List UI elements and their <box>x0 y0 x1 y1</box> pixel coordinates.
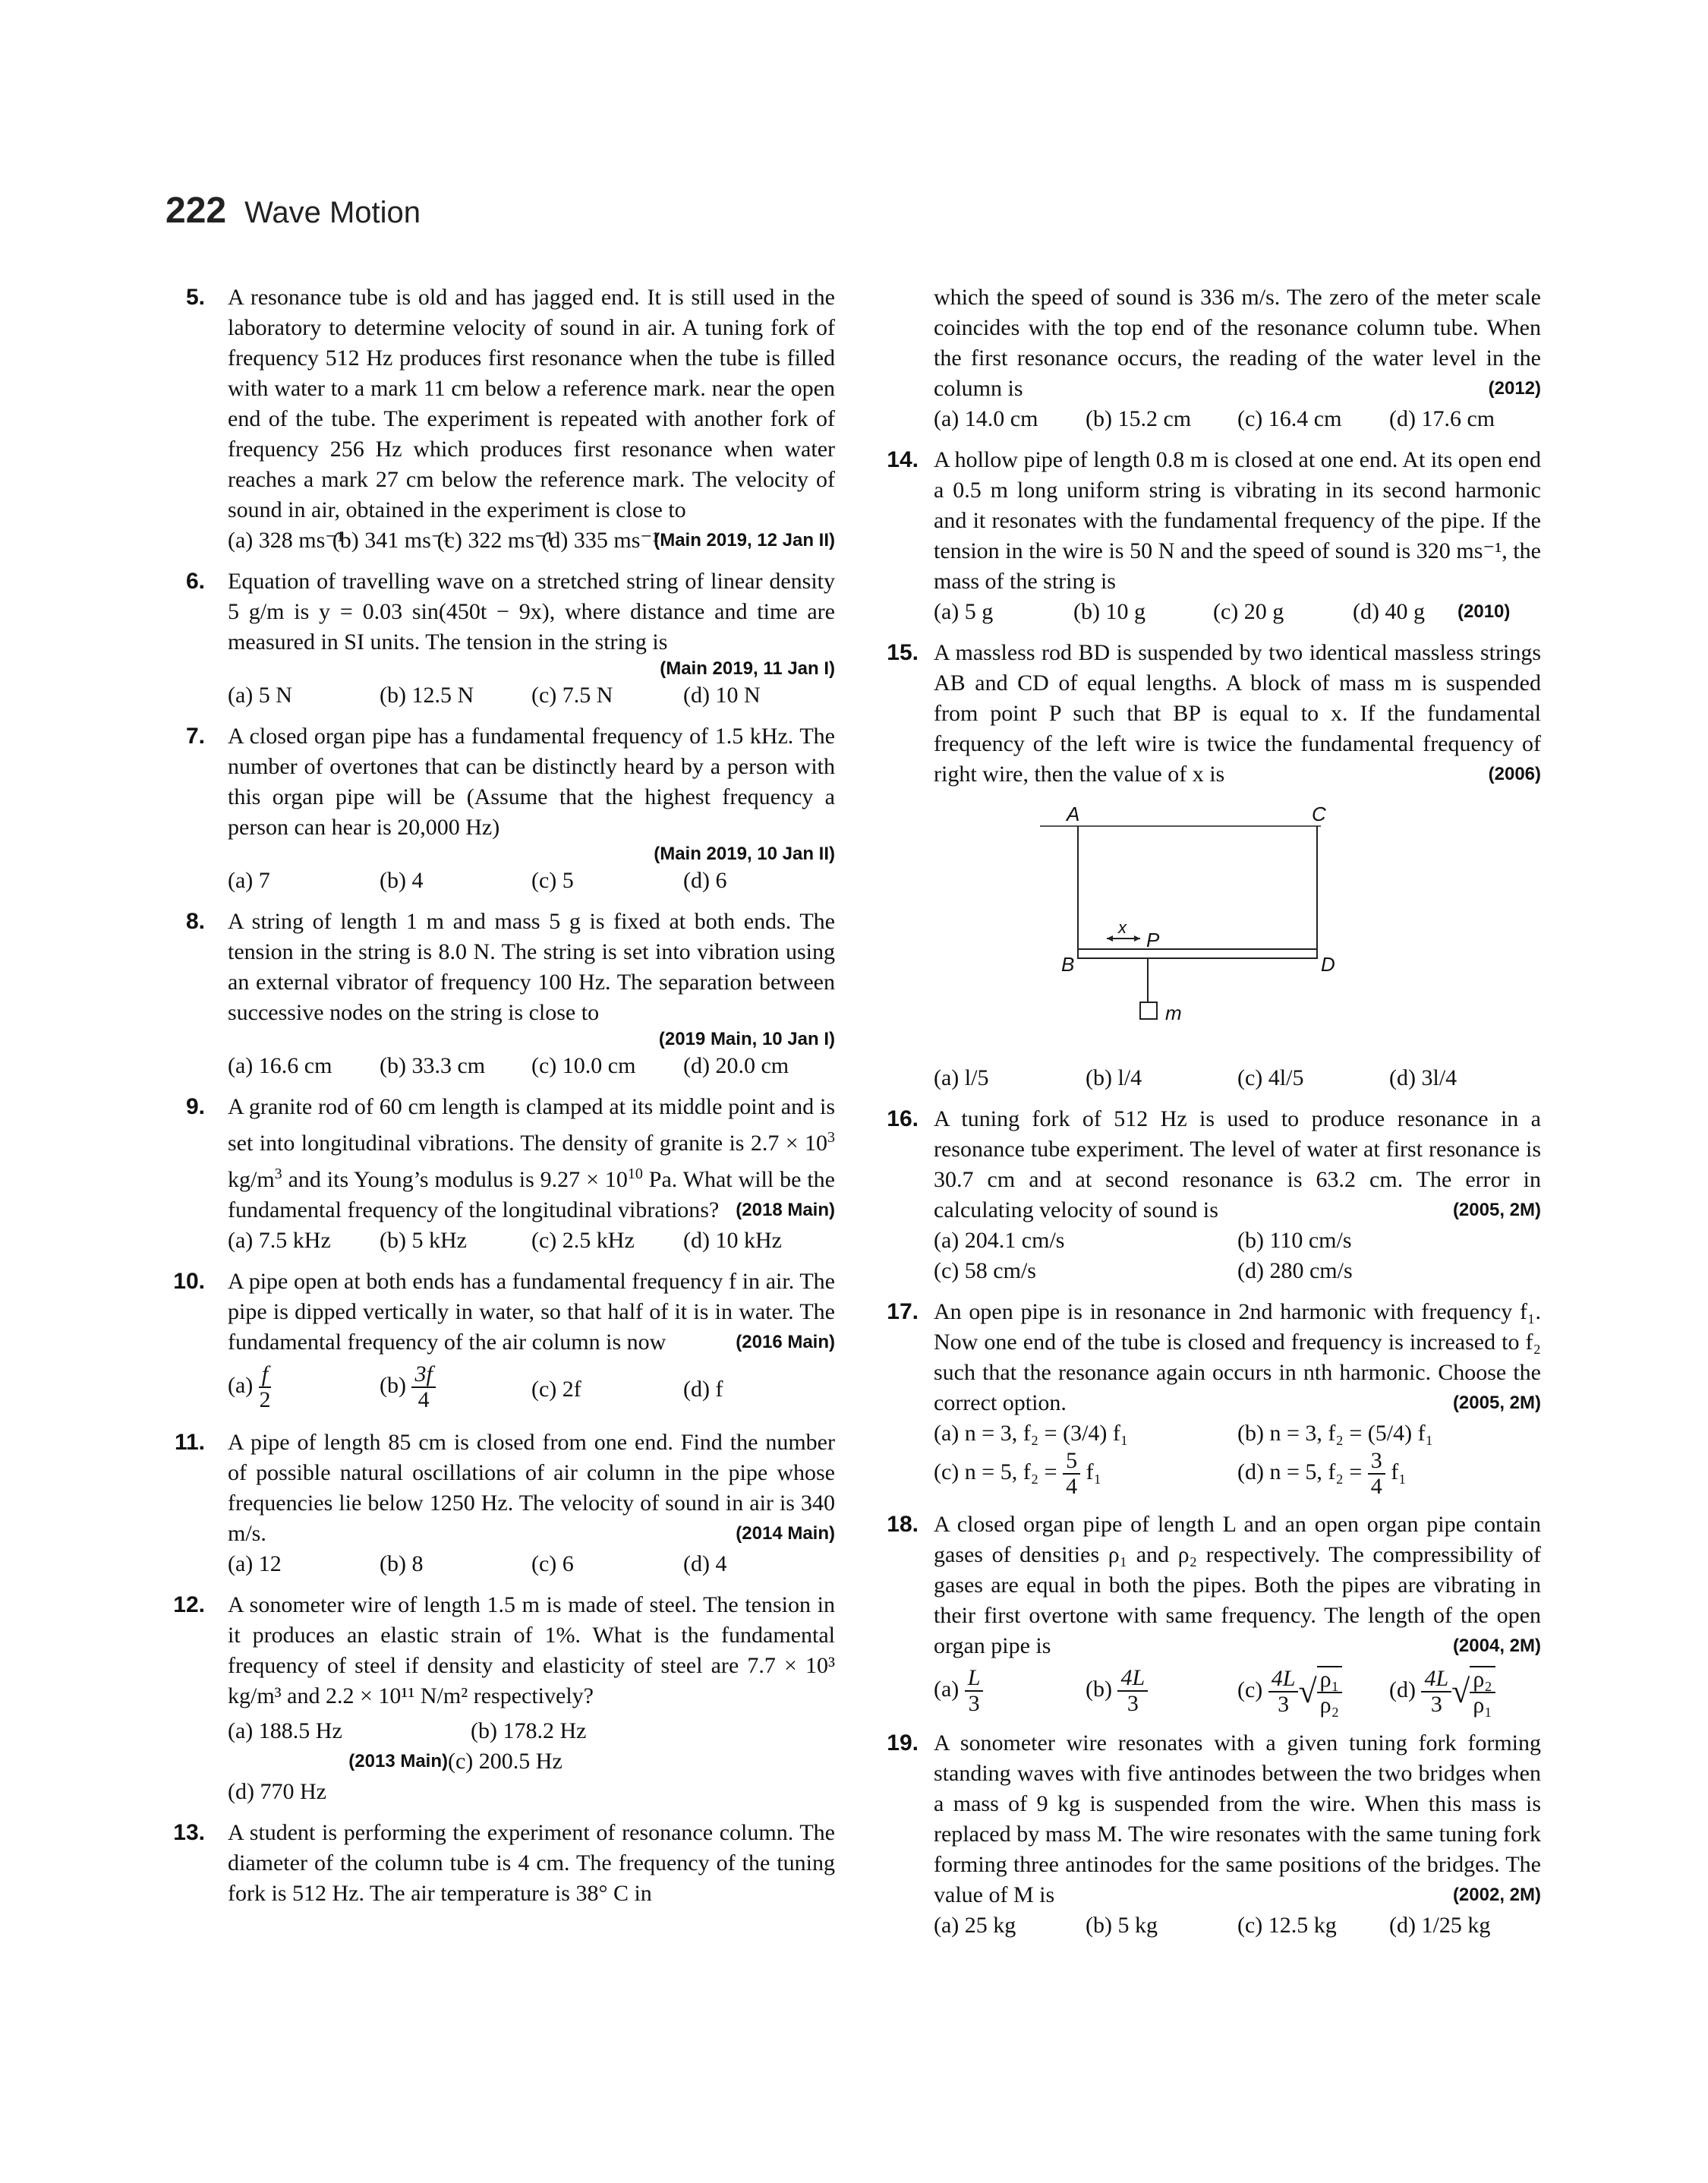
option-b[interactable]: (b) 5 kg <box>1086 1913 1158 1938</box>
options <box>934 1666 1541 1718</box>
question-16 <box>888 1104 1541 1286</box>
option-b[interactable]: (b) 4 <box>380 868 424 893</box>
option-d[interactable]: (d) 20.0 cm <box>683 1053 789 1078</box>
question-13-part-2 <box>934 282 1541 434</box>
option-c[interactable]: (c) 12.5 kg <box>1237 1913 1337 1938</box>
question-18 <box>888 1509 1541 1718</box>
question-number: 18. <box>887 1512 919 1537</box>
option-b[interactable]: (b) 12.5 N <box>380 683 474 708</box>
options <box>228 1549 835 1579</box>
option-b[interactable]: (b) 5 kHz <box>380 1228 467 1253</box>
question-text: An open pipe is in resonance in 2nd harmonic with frequency f₁. Now one end of the tube is closed and frequency is increased to f₂ such that the resonance again occurs in nth harmonic. Choose the correct option. <box>934 1299 1541 1415</box>
option-b[interactable]: (b) 110 cm/s <box>1237 1228 1352 1253</box>
question-text: Equation of travelling wave on a stretched string of linear density 5 g/m is y = 0.03 sin(450t − 9x), where distance and time are measured in SI units. The tension in the string is <box>228 569 835 655</box>
exam-tag: (2004, 2M) <box>1452 1636 1541 1656</box>
option-b[interactable]: (b) $\frac{4L}{3}$ <box>1086 1666 1237 1718</box>
question-17 <box>888 1297 1541 1499</box>
option-a[interactable]: (a) 14.0 cm <box>934 406 1038 431</box>
label-d: D <box>1321 953 1335 976</box>
question-number: 14. <box>887 447 919 472</box>
page-number: 222 <box>165 191 227 231</box>
left-column <box>173 282 835 1920</box>
exam-tag: (2014 Main) <box>736 1523 835 1544</box>
option-d[interactable]: (d) 17.6 cm <box>1389 406 1495 431</box>
label-c: C <box>1312 803 1326 825</box>
option-d[interactable]: (d) 770 Hz <box>228 1779 326 1804</box>
label-x: x <box>1118 918 1127 937</box>
exam-tag: (2006) <box>1488 764 1541 784</box>
exam-tag: (2012) <box>1488 378 1541 399</box>
question-number: 6. <box>185 569 205 594</box>
option-c[interactable]: (c) 58 cm/s <box>934 1258 1036 1283</box>
option-a[interactable]: (a) 5 g <box>934 599 994 624</box>
option-d[interactable]: (d) 4 <box>683 1551 727 1576</box>
question-text: A closed organ pipe of length L and an open organ pipe contain gases of densities ρ₁ and ρ₂ respectively. The compressibility of gases are equal in both the pipes. Both the pipes are vibrating in their first overtone with same frequency. The length of the open organ pipe is <box>934 1512 1541 1658</box>
question-12 <box>173 1590 835 1807</box>
options <box>934 1063 1541 1093</box>
option-c[interactable]: (c) 10.0 cm <box>531 1053 636 1078</box>
question-11 <box>174 1427 835 1579</box>
option-b[interactable]: (b) 10 g <box>1073 599 1145 624</box>
label-p: P <box>1146 929 1160 951</box>
exam-tag: (Main 2019, 10 Jan II) <box>654 844 835 864</box>
question-14 <box>888 445 1541 627</box>
label-m: m <box>1165 1002 1182 1024</box>
question-text: A resonance tube is old and has jagged end. It is still used in the laboratory to determine velocity of sound in air. A tuning fork of frequency 512 Hz produces first resonance when the tube is filled with water to a mark 11 cm below a reference mark. near the open end of the tube. The experiment is repeated with another fork of frequency 256 Hz which produces first resonance when water reaches a mark 27 cm below the reference mark. The velocity of sound in air, obtained in the experiment is close to <box>228 285 835 522</box>
exam-tag: (2005, 2M) <box>1452 1393 1541 1413</box>
question-8 <box>182 907 835 1081</box>
question-number: 11. <box>174 1430 205 1455</box>
question-number: 5. <box>185 285 205 310</box>
question-10 <box>173 1267 835 1417</box>
options <box>934 1910 1541 1941</box>
option-c[interactable]: (c) 7.5 N <box>531 683 613 708</box>
option-b[interactable]: (b) 178.2 Hz <box>471 1718 587 1743</box>
options <box>934 597 1541 627</box>
options <box>934 1418 1541 1499</box>
option-c[interactable]: (c) $\frac{4L}{3}$ √ $\frac{\text{ρ₁}}{\text{ρ₂}}$ <box>1237 1666 1389 1718</box>
question-number: 12. <box>173 1592 205 1617</box>
option-d[interactable]: (d) 10 N <box>683 683 761 708</box>
chapter-title: Wave Motion <box>244 196 421 229</box>
rod-string-diagram <box>934 797 1541 1055</box>
question-number: 15. <box>887 640 919 665</box>
options <box>934 1226 1541 1286</box>
option-a[interactable]: (a) 204.1 cm/s <box>934 1228 1065 1253</box>
question-text: which the speed of sound is 336 m/s. The zero of the meter scale coincides with the top end of the resonance column tube. When the first resonance occurs, the reading of the water level in the column is <box>934 285 1541 401</box>
question-text: A sonometer wire of length 1.5 m is made of steel. The tension in it produces an elastic strain of 1%. What is the fundamental frequency of steel if density and elasticity of steel are 7.7 × 10³ kg/m³ and 2.2 × 10¹¹ N/m² respectively? <box>228 1592 835 1708</box>
question-text: A sonometer wire resonates with a given tuning fork forming standing waves with five antinodes between the two bridges when a mass of 9 kg is suspended from the wire. When this mass is replaced by mass M. The wire resonates with the same tuning fork forming three antinodes for the same positions of the bridges. The value of M is <box>934 1730 1541 1907</box>
option-a[interactable]: (a) 25 kg <box>934 1913 1016 1938</box>
question-19 <box>888 1728 1541 1941</box>
option-a[interactable]: (a) 328 ms⁻¹ <box>228 528 345 553</box>
question-number: 19. <box>887 1730 919 1756</box>
exam-tag: (Main 2019, 12 Jan II) <box>654 530 835 550</box>
option-a[interactable]: (a) 7 <box>228 868 270 893</box>
question-number: 17. <box>887 1299 919 1324</box>
exam-tag: (2002, 2M) <box>1452 1885 1541 1905</box>
question-text: A closed organ pipe has a fundamental frequency of 1.5 kHz. The number of overtones that can be distinctly heard by a person with this organ pipe will be (Assume that the highest frequency a person can hear is 20,000 Hz) <box>228 724 835 840</box>
question-text: A hollow pipe of length 0.8 m is closed at one end. At its open end a 0.5 m long uniform string is vibrating in its second harmonic and it resonates with the fundamental frequency of the pipe. If the tension in the wire is 50 N and the speed of sound is 320 ms⁻¹, the mass of the string is <box>934 447 1541 594</box>
options <box>228 1362 835 1417</box>
question-text: A pipe open at both ends has a fundamental frequency f in air. The pipe is dipped vertically in water, so that half of it is in water. The fundamental frequency of the air column is now <box>228 1269 835 1355</box>
option-d[interactable]: (d) n = 5, f₂ = $\frac{3}{4}$ f₁ <box>1237 1448 1407 1499</box>
option-c[interactable]: (c) 4l/5 <box>1237 1065 1304 1090</box>
exam-tag: (2010) <box>1457 601 1511 622</box>
option-b[interactable]: (b) 15.2 cm <box>1086 406 1192 431</box>
option-b[interactable]: (b) 33.3 cm <box>380 1053 486 1078</box>
option-a[interactable]: (a) 5 N <box>228 683 292 708</box>
options <box>228 866 835 896</box>
option-d[interactable]: (d) 10 kHz <box>683 1228 782 1253</box>
option-a[interactable]: (a) $\frac{L}{3}$ <box>934 1666 1086 1718</box>
question-9 <box>182 1092 835 1256</box>
option-b[interactable]: (b) 8 <box>380 1551 424 1576</box>
exam-tag: (2016 Main) <box>736 1332 835 1352</box>
question-15 <box>888 638 1541 1093</box>
exam-tag: (2019 Main, 10 Jan I) <box>658 1029 835 1049</box>
question-number: 7. <box>185 724 205 749</box>
option-d[interactable]: (d) 280 cm/s <box>1237 1258 1353 1283</box>
question-text: A string of length 1 m and mass 5 g is fixed at both ends. The tension in the string is 8.0 N. The string is set into vibration using an external vibrator of frequency 100 Hz. The separation between successive nodes on the string is close to <box>228 909 835 1025</box>
option-d[interactable]: (d) 40 g <box>1353 599 1425 624</box>
option-d[interactable]: (d) 6 <box>683 868 727 893</box>
exam-tag: (2018 Main) <box>736 1200 835 1220</box>
right-column <box>887 282 1541 1951</box>
question-number: 10. <box>173 1269 205 1294</box>
option-a[interactable]: (a) 12 <box>228 1551 282 1576</box>
option-a[interactable]: (a) 7.5 kHz <box>228 1228 331 1253</box>
question-7 <box>182 721 835 896</box>
option-a[interactable]: (a) n = 3, f₂ = (3/4) f₁ <box>934 1421 1129 1446</box>
exam-tag: (2005, 2M) <box>1452 1200 1541 1220</box>
option-c[interactable]: (c) 2f <box>531 1377 581 1402</box>
option-a[interactable]: (a) 188.5 Hz <box>228 1718 342 1743</box>
option-d[interactable]: (d) 335 ms⁻¹ <box>541 528 660 553</box>
option-c[interactable]: (c) 6 <box>531 1551 574 1576</box>
option-c[interactable]: (c) 16.4 cm <box>1237 406 1342 431</box>
option-b[interactable]: (b) $\frac{3f}{4}$ <box>380 1362 531 1417</box>
label-a: A <box>1067 803 1080 825</box>
question-text: A tuning fork of 512 Hz is used to produce resonance in a resonance tube experiment. The level of water at first resonance is 30.7 cm and at second resonance is 63.2 cm. The error in calculating velocity of sound is <box>934 1106 1541 1222</box>
options <box>228 1226 835 1256</box>
question-number: 9. <box>185 1094 205 1119</box>
question-number: 16. <box>887 1106 919 1131</box>
question-5 <box>182 282 835 556</box>
option-a[interactable]: (a) 16.6 cm <box>228 1053 332 1078</box>
exam-tag: (Main 2019, 11 Jan I) <box>660 658 835 679</box>
option-a[interactable]: (a) l/5 <box>934 1065 989 1090</box>
options <box>934 404 1541 434</box>
option-d[interactable]: (d) 3l/4 <box>1389 1065 1457 1090</box>
option-c[interactable]: (c) 322 ms⁻¹ <box>436 528 553 553</box>
options <box>228 1051 835 1081</box>
options <box>228 525 660 556</box>
question-13-part-1 <box>173 1818 835 1909</box>
rod-bd <box>1078 949 1317 958</box>
option-a[interactable]: (a) $\frac{f}{2}$ <box>228 1361 271 1412</box>
option-c[interactable]: (c) 20 g <box>1213 599 1284 624</box>
option-c[interactable]: (c) n = 5, f₂ = $\frac{5}{4}$ f₁ <box>934 1448 1102 1499</box>
question-text: A granite rod of 60 cm length is clamped at its middle point and is set into longitudinal vibrations. The density of granite is $2.7 \times 10^3$ $kg/m^3$ and its Young’s modulus is $9.27 \times 10^{10}$ Pa. What will be the fundamental frequency of the longitudinal vibrations? (2018 Main) <box>228 1092 835 1226</box>
block-m <box>1140 1002 1157 1019</box>
option-b[interactable]: (b) l/4 <box>1086 1065 1142 1090</box>
option-d[interactable]: (d) $\frac{4L}{3}$ √ $\frac{\text{ρ₂}}{\text{ρ₁}}$ <box>1389 1666 1541 1718</box>
diagram-svg <box>934 797 1541 1055</box>
page-header <box>165 190 421 243</box>
option-c[interactable]: (c) 5 <box>531 868 574 893</box>
question-text: A student is performing the experiment of resonance column. The diameter of the column tube is 4 cm. The frequency of the tuning fork is 512 Hz. The air temperature is 38° C in <box>228 1820 835 1906</box>
question-text: A pipe of length 85 cm is closed from one end. Find the number of possible natural oscillations of air column in the pipe whose frequencies lie below 1250 Hz. The velocity of sound in air is 340 m/s. <box>228 1430 835 1546</box>
question-number: 8. <box>185 909 205 934</box>
question-number: 13. <box>173 1820 205 1845</box>
exam-tag: (2013 Main) <box>348 1751 448 1771</box>
label-b: B <box>1061 953 1075 976</box>
question-6 <box>182 566 835 711</box>
options <box>228 680 835 711</box>
options <box>228 1716 835 1807</box>
option-d[interactable]: (d) f <box>683 1377 723 1402</box>
option-b[interactable]: (b) n = 3, f₂ = (5/4) f₁ <box>1237 1421 1434 1446</box>
question-text: A massless rod BD is suspended by two identical massless strings AB and CD of equal lengths. A block of mass m is suspended from point P such that BP is equal to x. If the fundamental frequency of the left wire is twice the fundamental frequency of right wire, then the value of x is <box>934 640 1541 787</box>
option-c[interactable]: (c) 2.5 kHz <box>531 1228 635 1253</box>
option-d[interactable]: (d) 1/25 kg <box>1389 1913 1491 1938</box>
option-c[interactable]: (c) 200.5 Hz <box>448 1749 563 1774</box>
option-b[interactable]: (b) 341 ms⁻¹ <box>332 528 450 553</box>
